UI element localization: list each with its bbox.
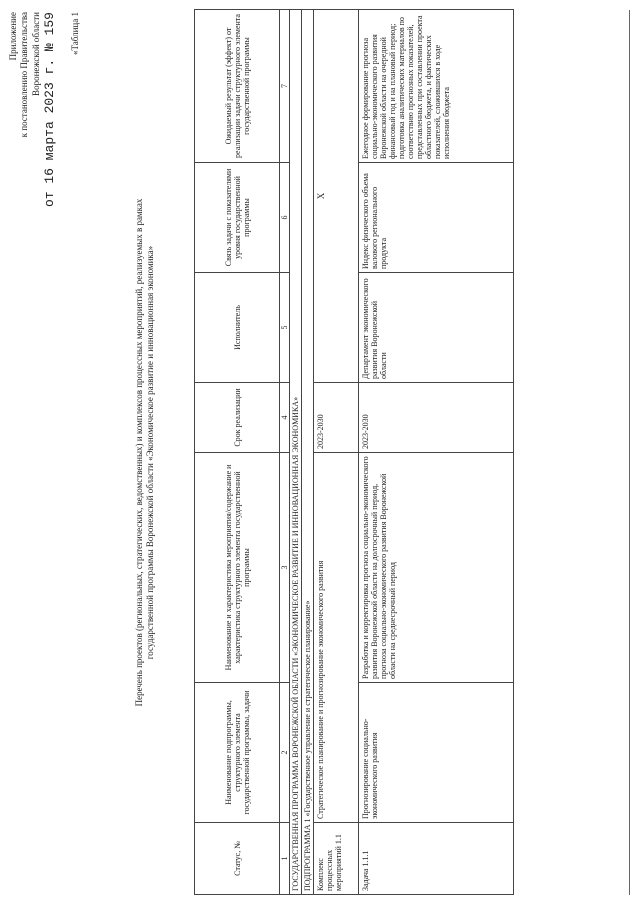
column-number: 5 — [280, 273, 290, 383]
task-result: Ежегодное формирование прогноза социально-экономического развития Воронежской области на очередной финансовый год и на плановый период; подготовка аналитических материалов по соответствию прогнозных показателей, представленных при составлении проекта областного бюджета, и фактических показателей, сложившихся в ходе исполнения бюджета — [359, 10, 514, 163]
title-line-1: Перечень проектов (региональных, стратегических, ведомственных) и комплексов процессных мероприятий, реализуемых в рамках — [134, 198, 144, 707]
table-row — [359, 10, 514, 895]
title-line-2: государственной программы Воронежской области «Экономическое развитие и инновационная экономика» — [145, 245, 156, 660]
task-status: Задача 1.1.1 — [359, 823, 514, 895]
program-row — [290, 10, 302, 895]
column-header: Наименование подпрограммы, структурного элемента государственной программы, задачи — [195, 683, 280, 823]
column-number: 1 — [280, 823, 290, 895]
table-row — [314, 10, 359, 895]
column-header: Исполнитель — [195, 273, 280, 383]
appendix-label: Приложение — [8, 12, 18, 61]
appendix-region: Воронежской области — [30, 12, 41, 96]
task-executor: Департамент экономического развития Воронежской области — [359, 273, 514, 383]
task-description: Разработка и корректировка прогноза социально-экономического развития Воронежской области на долгосрочный период, прогноза социально-экономического развития Воронежской области на среднесрочный период — [359, 453, 514, 683]
subprogram-row — [302, 10, 314, 895]
column-header: Статус, № — [195, 823, 280, 895]
decree-stamp: от 16 марта 2023 г. № 159 — [41, 12, 57, 208]
column-numbers-row — [280, 10, 290, 895]
column-number: 2 — [280, 683, 290, 823]
document-title — [134, 10, 157, 895]
column-header: Срок реализации — [195, 383, 280, 453]
appendix-header — [8, 12, 58, 232]
complex-mark: X — [314, 10, 359, 383]
projects-table — [194, 9, 514, 895]
column-number: 6 — [280, 163, 290, 273]
complex-period: 2023-2030 — [314, 383, 359, 453]
table-number-label: «Таблица 1 — [70, 12, 80, 55]
table-header-row — [195, 10, 280, 895]
task-indicator: Индекс физического объема валового регионального продукта — [359, 163, 514, 273]
column-header: Наименование и характеристика мероприятия/содержание и характеристика структурного элемента государственной программы — [195, 453, 280, 683]
appendix-to: к постановлению Правительства — [19, 12, 30, 138]
page-bottom-rule — [629, 10, 630, 895]
column-header: Связь задачи с показателями уровня государственной программы — [195, 163, 280, 273]
column-number: 3 — [280, 453, 290, 683]
column-number: 7 — [280, 10, 290, 163]
column-header: Ожидаемый результат (эффект) от реализации задачи структурного элемента государственной программы — [195, 10, 280, 163]
complex-name: Стратегическое планирование и прогнозирование экономического развития — [314, 453, 359, 823]
column-number: 4 — [280, 383, 290, 453]
task-period: 2023-2030 — [359, 383, 514, 453]
task-name: Прогнозирование социально-экономического развития — [359, 683, 514, 823]
complex-status: Комплекс процессных мероприятий 1.1 — [314, 823, 359, 895]
program-title: ГОСУДАРСТВЕННАЯ ПРОГРАММА ВОРОНЕЖСКОЙ ОБЛАСТИ «ЭКОНОМИЧЕСКОЕ РАЗВИТИЕ И ИННОВАЦИОННАЯ ЭКОНОМИКА» — [290, 10, 302, 895]
subprogram-title: ПОДПРОГРАММА 1 «Государственное управление и стратегическое планирование» — [302, 10, 314, 895]
